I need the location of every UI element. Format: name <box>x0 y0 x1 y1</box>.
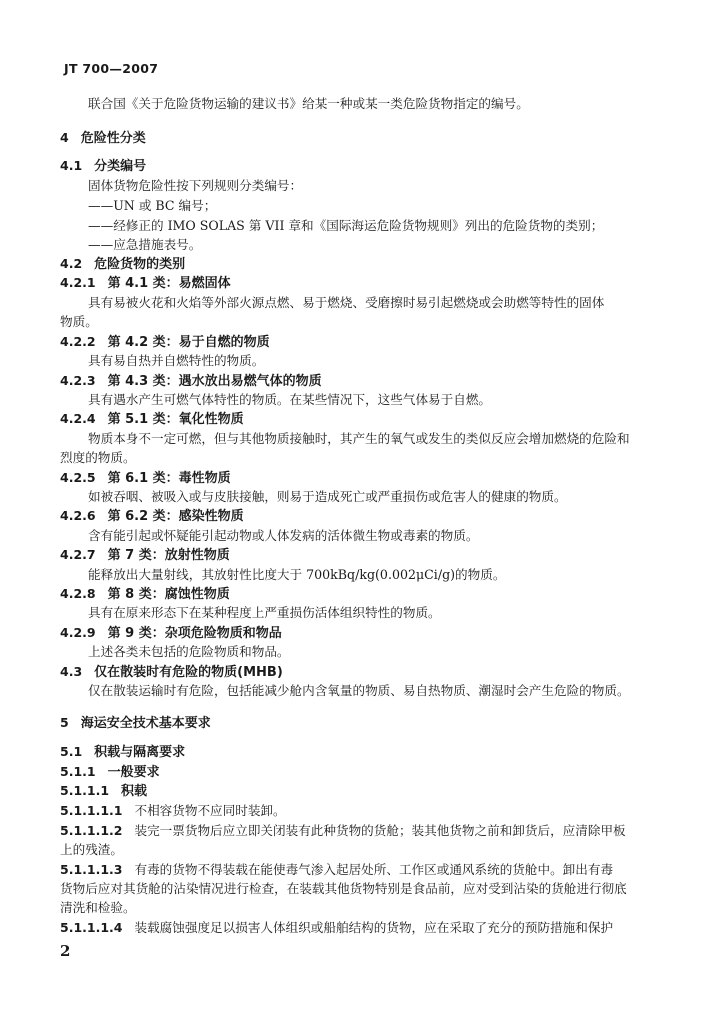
clause-title: 第 9 类：杂项危险物质和物品 <box>107 626 282 641</box>
paragraph-continuation: 烈度的物质。 <box>60 450 136 465</box>
clause-number: 4.2.6 <box>60 508 96 523</box>
paragraph: 具有遇水产生可燃气体特性的物质。在某些情况下，这些气体易于自燃。 <box>88 392 491 407</box>
paragraph: 物质本身不一定可燃，但与其他物质接触时，其产生的氧气或发生的类似反应会增加燃烧的危险和 <box>88 431 630 446</box>
clause-heading <box>60 663 283 682</box>
clause-heading <box>60 507 244 526</box>
clause-title: 第 4.1 类：易燃固体 <box>107 276 231 291</box>
paragraph: 含有能引起或怀疑能引起动物或人体发病的活体微生物或毒素的物质。 <box>88 528 479 543</box>
clause-title: 第 8 类：腐蚀性物质 <box>107 587 230 602</box>
clause-title: 第 5.1 类：氧化性物质 <box>107 412 244 427</box>
paragraph: 能释放出大量射线，其放射性比度大于 700kBq/kg(0.002μCi/g)的物质。 <box>88 567 506 582</box>
paragraph-continuation: 货物后应对其货舱的沾染情况进行检查，在装载其他货物特别是食品前，应对受到沾染的货舱进行彻底 <box>60 881 627 896</box>
section-number: 5 <box>60 715 69 730</box>
numbered-paragraph <box>60 919 613 938</box>
clause-title: 第 6.1 类：毒性物质 <box>107 471 231 486</box>
clause-number: 4.3 <box>60 664 83 679</box>
paragraph-continuation: 上的残渣。 <box>60 842 123 857</box>
clause-heading <box>60 546 230 565</box>
clause-number: 5.1.1.1.1 <box>60 803 123 818</box>
clause-number: 4.2.9 <box>60 625 96 640</box>
clause-heading <box>60 410 244 429</box>
paragraph: 具有易自热并自燃特性的物质。 <box>88 353 265 368</box>
paragraph: 具有易被火花和火焰等外部火源点燃、易于燃烧、受磨擦时易引起燃烧或会助燃等特性的固体 <box>88 295 605 310</box>
clause-number: 4.2.2 <box>60 334 96 349</box>
clause-heading <box>60 372 322 391</box>
list-item: ——经修正的 IMO SOLAS 第 VII 章和《国际海运危险货物规则》列出的危险货物的类别； <box>88 218 604 233</box>
clause-number: 4.2.5 <box>60 470 96 485</box>
paragraph-text: 装完一票货物后应立即关闭装有此种货物的货舱；装其他货物之前和卸货后，应清除甲板 <box>134 823 626 838</box>
clause-number: 5.1.1.1.3 <box>60 862 123 877</box>
clause-heading <box>60 333 270 352</box>
list-item: ——UN 或 BC 编号； <box>88 198 217 213</box>
section-title: 危险性分类 <box>80 131 146 146</box>
clause-number: 5.1.1.1 <box>60 783 110 798</box>
paragraph: 仅在散装运输时有危险，包括能减少舱内含氧量的物质、易自热物质、潮湿时会产生危险的物质。 <box>88 683 630 698</box>
clause-heading <box>60 763 160 782</box>
clause-title: 仅在散装时有危险的物质(MHB) <box>94 665 283 680</box>
clause-title: 第 4.2 类：易于自燃的物质 <box>107 335 270 350</box>
clause-heading <box>60 469 231 488</box>
clause-number: 5.1.1 <box>60 764 96 779</box>
clause-number: 5.1.1.1.2 <box>60 823 123 838</box>
section-heading <box>60 129 146 148</box>
clause-heading <box>60 274 231 293</box>
clause-heading <box>60 782 147 801</box>
paragraph-text: 装载腐蚀强度足以损害人体组织或船舶结构的货物，应在采取了充分的预防措施和保护 <box>134 920 614 935</box>
clause-title: 分类编号 <box>94 159 147 174</box>
paragraph-continuation: 物质。 <box>60 314 98 329</box>
clause-number: 5.1 <box>60 744 83 759</box>
clause-title: 第 7 类：放射性物质 <box>107 548 230 563</box>
clause-heading <box>60 743 185 762</box>
clause-number: 4.2.1 <box>60 275 96 290</box>
clause-title: 积载 <box>121 784 148 799</box>
clause-number: 4.1 <box>60 158 83 173</box>
section-heading <box>60 714 211 733</box>
clause-heading <box>60 624 282 643</box>
numbered-paragraph <box>60 861 613 880</box>
clause-number: 5.1.1.1.4 <box>60 920 123 935</box>
clause-heading <box>60 585 230 604</box>
clause-number: 4.2.4 <box>60 411 96 426</box>
clause-number: 4.2 <box>60 256 83 271</box>
list-item: ——应急措施表号。 <box>88 237 202 252</box>
clause-heading <box>60 255 185 274</box>
clause-title: 积载与隔离要求 <box>94 745 186 760</box>
clause-number: 4.2.7 <box>60 547 96 562</box>
clause-title: 第 4.3 类：遇水放出易燃气体的物质 <box>107 374 322 389</box>
numbered-paragraph <box>60 802 286 821</box>
clause-number: 4.2.3 <box>60 373 96 388</box>
numbered-paragraph <box>60 822 626 841</box>
section-number: 4 <box>60 130 69 145</box>
paragraph: 具有在原来形态下在某种程度上严重损伤活体组织特性的物质。 <box>88 605 441 620</box>
standard-code: JT 700—2007 <box>64 61 159 76</box>
paragraph: 固体货物危险性按下列规则分类编号： <box>88 178 303 193</box>
clause-title: 一般要求 <box>107 765 160 780</box>
clause-title: 第 6.2 类：感染性物质 <box>107 509 244 524</box>
paragraph-text: 有毒的货物不得装载在能使毒气渗入起居处所、工作区或通风系统的货舱中。卸出有毒 <box>134 862 614 877</box>
section-title: 海运安全技术基本要求 <box>80 716 211 731</box>
clause-title: 危险货物的类别 <box>94 257 186 272</box>
page-number: 2 <box>60 942 71 960</box>
paragraph-continuation: 清洗和检验。 <box>60 900 136 915</box>
paragraph-text: 不相容货物不应同时装卸。 <box>134 803 286 818</box>
paragraph: 联合国《关于危险货物运输的建议书》给某一种或某一类危险货物指定的编号。 <box>88 96 529 111</box>
clause-heading <box>60 157 146 176</box>
paragraph: 如被吞咽、被吸入或与皮肤接触，则易于造成死亡或严重损伤或危害人的健康的物质。 <box>88 489 567 504</box>
paragraph: 上述各类未包括的危险物质和物品。 <box>88 644 290 659</box>
clause-number: 4.2.8 <box>60 586 96 601</box>
